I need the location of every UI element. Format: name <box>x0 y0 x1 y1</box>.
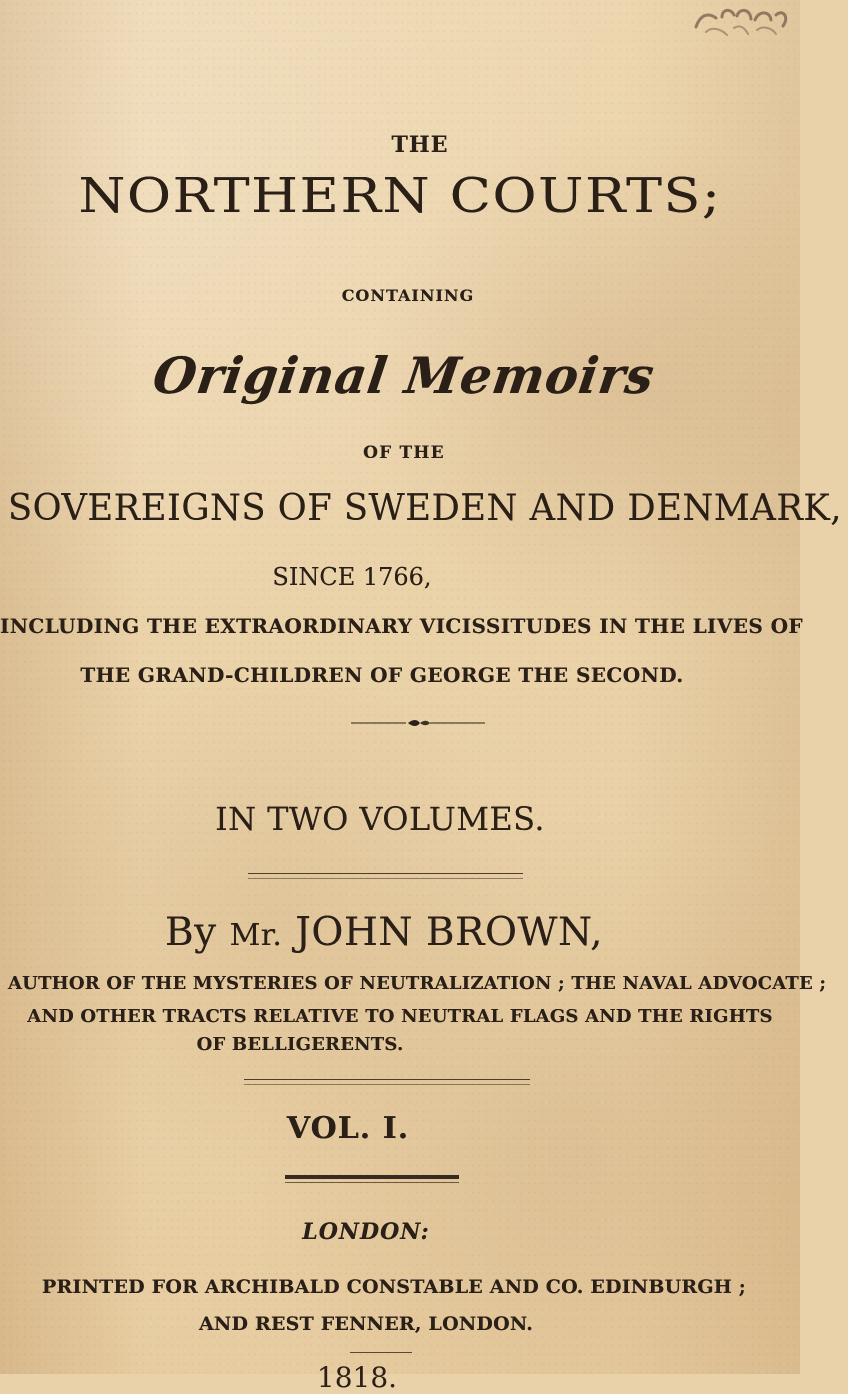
shelfmark-stamp <box>692 4 792 39</box>
title-article: THE <box>391 132 449 158</box>
short-rule <box>350 1352 412 1353</box>
volumes-note: IN TWO VOLUMES. <box>215 800 545 838</box>
memoirs-heading: Original Memoirs <box>149 346 659 405</box>
author-name: JOHN BROWN, <box>295 910 604 955</box>
publication-place: LONDON: <box>302 1219 430 1245</box>
volume-label: VOL. I. <box>286 1111 410 1146</box>
author-title: Mr. <box>229 918 283 953</box>
ornamental-rule <box>351 718 485 728</box>
author-credit-line-one: AUTHOR OF THE MYSTERIES OF NEUTRALIZATION ; THE NAVAL ADVOCATE ; <box>8 973 827 994</box>
divider-rule <box>244 1079 530 1085</box>
subtitle-line-two: THE GRAND-CHILDREN OF GEORGE THE SECOND. <box>80 663 684 687</box>
publisher-line-two: AND REST FENNER, LONDON. <box>198 1313 534 1335</box>
of-the-label: OF THE <box>363 443 445 463</box>
author-credit-line-two: AND OTHER TRACTS RELATIVE TO NEUTRAL FLAGS AND THE RIGHTS <box>27 1006 773 1027</box>
publication-year: 1818. <box>316 1361 398 1394</box>
subtitle-line-one: INCLUDING THE EXTRAORDINARY VICISSITUDES IN THE LIVES OF <box>0 614 804 638</box>
divider-rule <box>248 873 523 879</box>
author-heading <box>0 910 784 955</box>
sovereigns-heading: SOVEREIGNS OF SWEDEN AND DENMARK, <box>8 488 842 529</box>
since-date: SINCE 1766, <box>272 563 432 591</box>
double-rule-thick <box>285 1175 459 1179</box>
publisher-line-one: PRINTED FOR ARCHIBALD CONSTABLE AND CO. EDINBURGH ; <box>42 1276 746 1298</box>
double-rule-thin <box>285 1182 459 1183</box>
author-credit-line-three: OF BELLIGERENTS. <box>196 1034 404 1055</box>
containing-label: CONTAINING <box>341 286 475 305</box>
book-title: NORTHERN COURTS; <box>78 168 722 224</box>
double-rule <box>285 1175 459 1184</box>
author-prefix: By <box>164 910 217 955</box>
